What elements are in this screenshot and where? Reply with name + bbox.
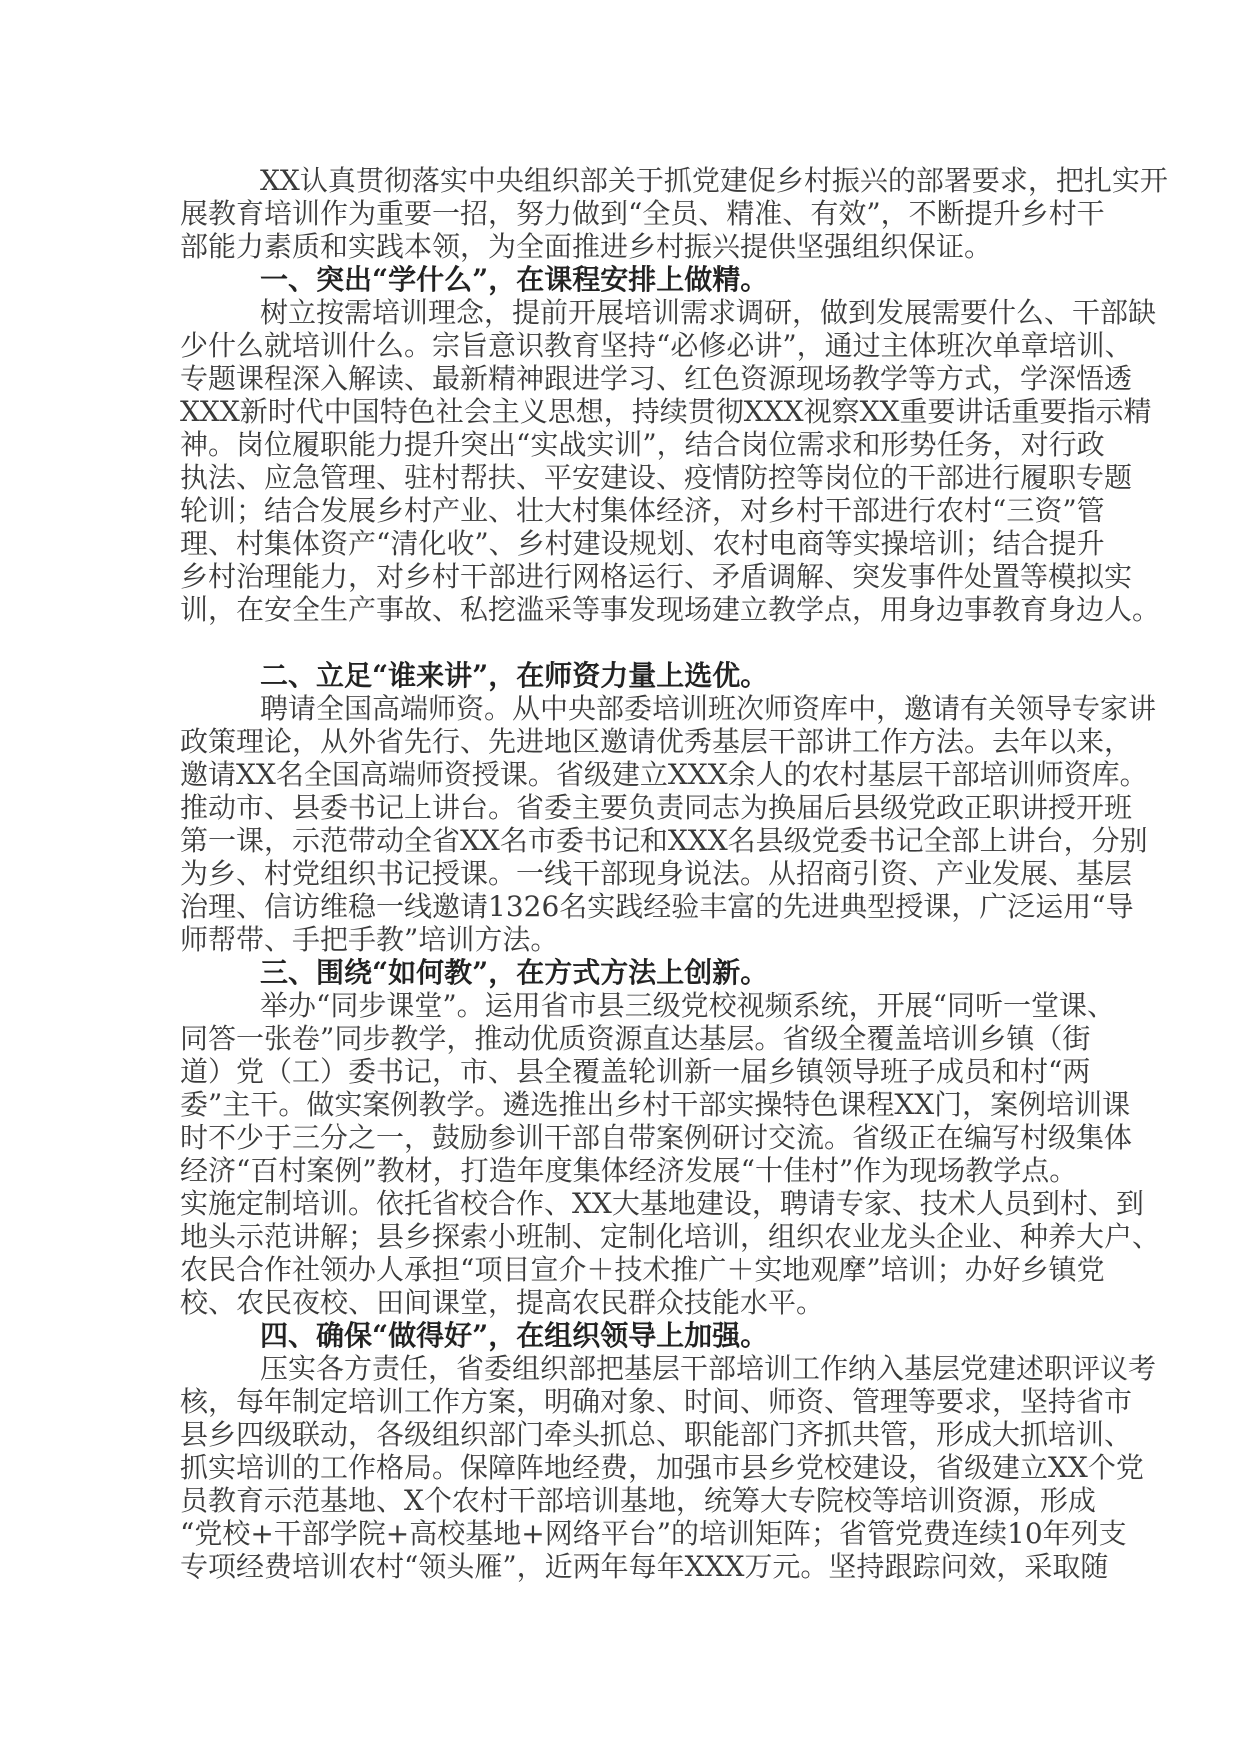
text-line: 实施定制培训。依托省校合作、XX大基地建设，聘请专家、技术人员到村、到 — [180, 1187, 1144, 1220]
text-line: 员教育示范基地、X个农村干部培训基地，统筹大专院校等培训资源，形成 — [180, 1484, 1096, 1517]
text-line: 同答一张卷”同步教学，推动优质资源直达基层。省级全覆盖培训乡镇（街 — [180, 1022, 1091, 1055]
text-line: 聘请全国高端师资。从中央部委培训班次师资库中，邀请有关领导专家讲 — [260, 692, 1157, 725]
text-line: 四、确保“做得好”，在组织领导上加强。 — [260, 1319, 769, 1352]
text-line: 治理、信访维稳一线邀请1326名实践经验丰富的先进典型授课，广泛运用“导 — [180, 890, 1134, 923]
text-line: 压实各方责任，省委组织部把基层干部培训工作纳入基层党建述职评议考 — [260, 1352, 1157, 1385]
text-line: 专项经费培训农村“领头雁”，近两年每年XXX万元。坚持跟踪问效，采取随 — [180, 1550, 1109, 1583]
section-heading — [180, 1319, 1058, 1352]
text-line: 时不少于三分之一，鼓励参训干部自带案例研讨交流。省级正在编写村级集体 — [180, 1121, 1133, 1154]
text-line: 执法、应急管理、驻村帮扶、平安建设、疫情防控等岗位的干部进行履职专题 — [180, 461, 1133, 494]
text-line: XX认真贯彻落实中央组织部关于抓党建促乡村振兴的部署要求，把扎实开 — [260, 164, 1168, 197]
paragraph — [180, 989, 1161, 1319]
text-line: “党校+干部学院+高校基地+网络平台”的培训矩阵；省管党费连续10年列支 — [180, 1517, 1127, 1550]
text-line: 第一课，示范带动全省XX名市委书记和XXX名县级党委书记全部上讲台，分别 — [180, 824, 1148, 857]
text-line: 抓实培训的工作格局。保障阵地经费，加强市县乡党校建设，省级建立XX个党 — [180, 1451, 1144, 1484]
paragraph — [180, 296, 1161, 626]
text-line: 一、突出“学什么”，在课程安排上做精。 — [260, 263, 769, 296]
text-line: 道）党（工）委书记，市、县全覆盖轮训新一届乡镇领导班子成员和村“两 — [180, 1055, 1091, 1088]
text-line: 委”主干。做实案例教学。遴选推出乡村干部实操特色课程XX门，案例培训课 — [180, 1088, 1131, 1121]
paragraph — [180, 164, 1168, 263]
blank-line — [180, 626, 1058, 659]
text-line: 二、立足“谁来讲”，在师资力量上选优。 — [260, 659, 769, 692]
text-line: 县乡四级联动，各级组织部门牵头抓总、职能部门齐抓共管，形成大抓培训、 — [180, 1418, 1133, 1451]
section-heading — [180, 956, 1058, 989]
section-heading — [180, 659, 1058, 692]
text-line: 为乡、村党组织书记授课。一线干部现身说法。从招商引资、产业发展、基层 — [180, 857, 1133, 890]
text-line: XXX新时代中国特色社会主义思想，持续贯彻XXX视察XX重要讲话重要指示精 — [180, 395, 1152, 428]
text-line: 专题课程深入解读、最新精神跟进学习、红色资源现场教学等方式，学深悟透 — [180, 362, 1133, 395]
paragraph — [180, 1352, 1157, 1583]
text-line: 少什么就培训什么。宗旨意识教育坚持“必修必讲”，通过主体班次单章培训、 — [180, 329, 1133, 362]
text-line: 农民合作社领办人承担“项目宣介＋技术推广＋实地观摩”培训；办好乡镇党 — [180, 1253, 1105, 1286]
text-line: 轮训；结合发展乡村产业、壮大村集体经济，对乡村干部进行农村“三资”管 — [180, 494, 1105, 527]
text-line: 核，每年制定培训工作方案，明确对象、时间、师资、管理等要求，坚持省市 — [180, 1385, 1133, 1418]
text-line: 神。岗位履职能力提升突出“实战实训”，结合岗位需求和形势任务，对行政 — [180, 428, 1105, 461]
text-line: 校、农民夜校、田间课堂，提高农民群众技能水平。 — [180, 1286, 825, 1319]
text-line: 乡村治理能力，对乡村干部进行网格运行、矛盾调解、突发事件处置等模拟实 — [180, 560, 1133, 593]
text-line: 经济“百村案例”教材，打造年度集体经济发展“十佳村”作为现场教学点。 — [180, 1154, 1078, 1187]
paragraph — [180, 692, 1157, 956]
text-line: 师帮带、手把手教”培训方法。 — [180, 923, 559, 956]
section-heading — [180, 263, 1058, 296]
document-page — [180, 164, 1168, 1583]
text-line: 地头示范讲解；县乡探索小班制、定制化培训，组织农业龙头企业、种养大户、 — [180, 1220, 1161, 1253]
text-line: 三、围绕“如何教”，在方式方法上创新。 — [260, 956, 769, 989]
text-line: 政策理论，从外省先行、先进地区邀请优秀基层干部讲工作方法。去年以来， — [180, 725, 1133, 758]
text-line: 理、村集体资产“清化收”、乡村建设规划、农村电商等实操培训；结合提升 — [180, 527, 1105, 560]
text-line: 邀请XX名全国高端师资授课。省级建立XXX余人的农村基层干部培训师资库。 — [180, 758, 1148, 791]
text-line: 举办“同步课堂”。运用省市县三级党校视频系统，开展“同听一堂课、 — [260, 989, 1115, 1022]
text-line: 推动市、县委书记上讲台。省委主要负责同志为换届后县级党政正职讲授开班 — [180, 791, 1133, 824]
text-line: 树立按需培训理念，提前开展培训需求调研，做到发展需要什么、干部缺 — [260, 296, 1157, 329]
text-line: 训，在安全生产事故、私挖滥采等事发现场建立教学点，用身边事教育身边人。 — [180, 593, 1161, 626]
text-line: 部能力素质和实践本领，为全面推进乡村振兴提供坚强组织保证。 — [180, 230, 993, 263]
text-line: 展教育培训作为重要一招，努力做到“全员、精准、有效”，不断提升乡村干 — [180, 197, 1105, 230]
